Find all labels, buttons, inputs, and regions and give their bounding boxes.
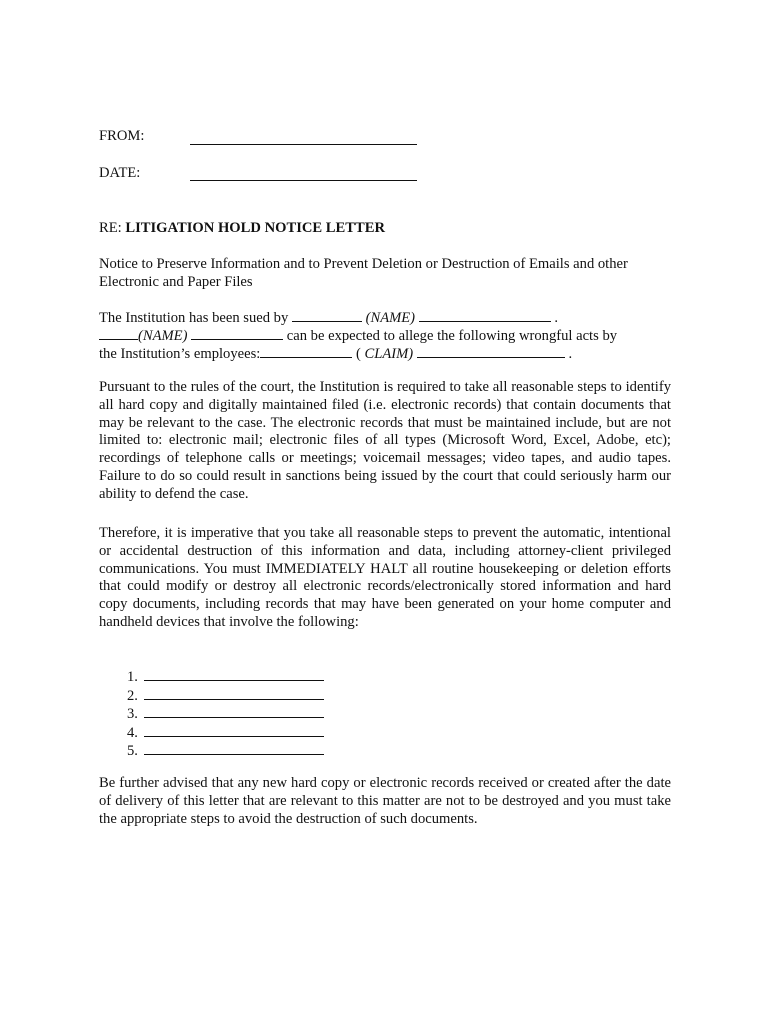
sued-line-1: [99, 309, 671, 327]
paragraph-1: Pursuant to the rules of the court, the Institution is required to take all reasonable steps to identify all hard copy and digitally maintained filed (i.e. electronic records) that contain documents that may be relevant to the case. The electronic records that must be maintained include, but are not limited to: electronic mail; electronic files of all types (Microsoft Word, Excel, Adobe, etc); recordings of telephone calls or meetings; voicemail messages; video tapes, and audio tapes. Failure to do so could result in sanctions being issued by the court that could seriously harm our ability to defend the case.: [99, 379, 671, 502]
sued-line-2: [99, 327, 671, 345]
sued-blank-1[interactable]: [292, 309, 362, 322]
date-field-line[interactable]: [190, 180, 417, 181]
sued-line-3-text: the Institution’s employees:: [99, 346, 261, 362]
re-prefix: RE:: [99, 220, 122, 236]
list-number: 4.: [127, 724, 138, 741]
sued-line-3: [99, 345, 671, 363]
from-field-line[interactable]: [190, 144, 417, 145]
re-title: LITIGATION HOLD NOTICE LETTER: [125, 220, 386, 236]
subject: [99, 255, 671, 291]
sued-block: [99, 309, 671, 363]
list-item: [127, 724, 324, 743]
claim-label: CLAIM): [364, 346, 414, 362]
subject-line-2: Electronic and Paper Files: [99, 274, 253, 290]
numbered-list: [127, 668, 324, 761]
list-item: [127, 742, 324, 761]
sued-blank-3[interactable]: [99, 327, 138, 340]
list-blank-3[interactable]: [144, 705, 324, 718]
sued-line-3-end: .: [568, 346, 573, 362]
paragraph-2: Therefore, it is imperative that you take all reasonable steps to prevent the automatic, intentional or accidental destruction of this information and data, including attorney-client privileged communications. You must IMMEDIATELY HALT all routine housekeeping or deletion efforts that could modify or destroy all electronic records/electronically stored information and hard copy documents, including records that may have been generated on your home computer and handheld devices that involve the following:: [99, 525, 671, 630]
list-item: [127, 668, 324, 687]
sued-blank-6[interactable]: [417, 345, 565, 358]
subject-line-1: Notice to Preserve Information and to Prevent Deletion or Destruction of Emails and other: [99, 256, 628, 272]
sued-name-1: (NAME): [365, 310, 416, 326]
sued-blank-4[interactable]: [191, 327, 283, 340]
list-number: 3.: [127, 706, 138, 723]
sued-line-2-text: can be expected to allege the following wrongful acts by: [286, 328, 618, 344]
sued-line-1-text: The Institution has been sued by: [99, 310, 289, 326]
date-label: DATE:: [99, 165, 141, 181]
re-heading: [99, 219, 671, 237]
list-blank-4[interactable]: [144, 724, 324, 737]
sued-name-2: (NAME): [138, 328, 188, 344]
list-number: 5.: [127, 743, 138, 760]
list-item: [127, 687, 324, 706]
list-blank-1[interactable]: [144, 668, 324, 681]
sued-blank-2[interactable]: [419, 309, 551, 322]
list-number: 2.: [127, 687, 138, 704]
claim-open: (: [355, 346, 361, 362]
sued-line-1-end: .: [554, 310, 559, 326]
from-label: FROM:: [99, 128, 145, 144]
list-blank-5[interactable]: [144, 742, 324, 755]
list-blank-2[interactable]: [144, 687, 324, 700]
list-item: [127, 705, 324, 724]
sued-blank-5[interactable]: [260, 345, 352, 358]
list-number: 1.: [127, 669, 138, 685]
paragraph-3: Be further advised that any new hard copy or electronic records received or created after the date of delivery of this letter that are relevant to this matter are not to be destroyed and you must take the appropriate steps to avoid the destruction of such documents.: [99, 775, 671, 827]
